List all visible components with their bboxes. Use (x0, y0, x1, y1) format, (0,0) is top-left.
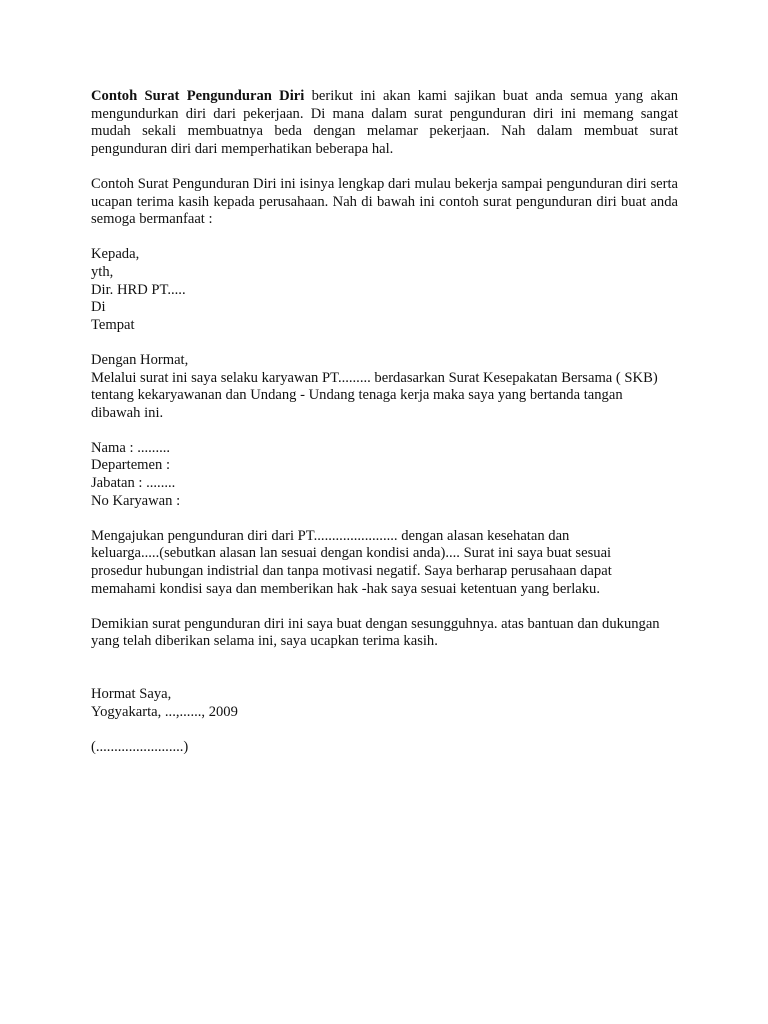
signoff-line: Hormat Saya, (91, 686, 172, 702)
signoff (91, 686, 678, 721)
body-line: Mengajukan pengunduran diri dari PT....................... dengan alasan kesehatan dan (91, 527, 570, 544)
recipient-address (91, 246, 678, 334)
field-departemen: Departemen : (91, 457, 171, 474)
body-line: keluarga.....(sebutkan alasan lan sesuai dengan kondisi anda).... Surat ini saya buat sesuai (91, 545, 612, 562)
closing-paragraph (91, 616, 678, 651)
place-date: Yogyakarta, ...,......, 2009 (91, 703, 238, 720)
closing-line: yang telah diberikan selama ini, saya ucapkan terima kasih. (91, 633, 438, 650)
intro-paragraph (91, 88, 678, 158)
address-line: Di (91, 299, 106, 316)
intro-paragraph-2: Contoh Surat Pengunduran Diri ini isinya lengkap dari mulau bekerja sampai pengunduran diri serta ucapan terima kasih kepada perusahaan. Nah di bawah ini contoh surat pengunduran diri buat anda semoga bermanfaat : (91, 175, 678, 228)
letter-document (91, 88, 678, 756)
opening-section (91, 352, 678, 422)
field-nama: Nama : ......... (91, 439, 171, 456)
opening-line: tentang kekaryawanan dan Undang - Undang tenaga kerja maka saya yang bertanda tangan (91, 387, 623, 404)
opening-line: dibawah ini. (91, 404, 164, 421)
body-paragraph (91, 528, 678, 598)
body-line: prosedur hubungan indistrial dan tanpa motivasi negatif. Saya berharap perusahaan dapat (91, 563, 612, 580)
intro-title: Contoh Surat Pengunduran Diri (91, 88, 305, 104)
closing-line: Demikian surat pengunduran diri ini saya buat dengan sesungguhnya. atas bantuan dan dukungan (91, 615, 660, 632)
body-line: memahami kondisi saya dan memberikan hak -hak saya sesuai ketentuan yang berlaku. (91, 580, 600, 597)
opening-line: Melalui surat ini saya selaku karyawan PT......... berdasarkan Surat Kesepakatan Bersama ( SKB) (91, 369, 658, 386)
intro-text: berikut ini akan kami sajikan buat anda semua yang akan mengundurkan diri dari pekerjaan. Di mana dalam surat pengunduran diri ini memang sangat mudah sekali membuatnya beda dengan melamar pekerjaan. Nah dalam membuat surat pengunduran diri dari memperhatikan beberapa hal. (91, 88, 679, 157)
field-jabatan: Jabatan : ........ (91, 475, 176, 492)
address-line: Dir. HRD PT..... (91, 281, 186, 298)
address-line: Kepada, (91, 246, 140, 263)
greeting: Dengan Hormat, (91, 351, 189, 368)
signature-placeholder: (........................) (91, 738, 189, 755)
field-no-karyawan: No Karyawan : (91, 492, 181, 509)
address-line: yth, (91, 263, 114, 280)
employee-fields (91, 440, 678, 510)
address-line: Tempat (91, 316, 135, 333)
